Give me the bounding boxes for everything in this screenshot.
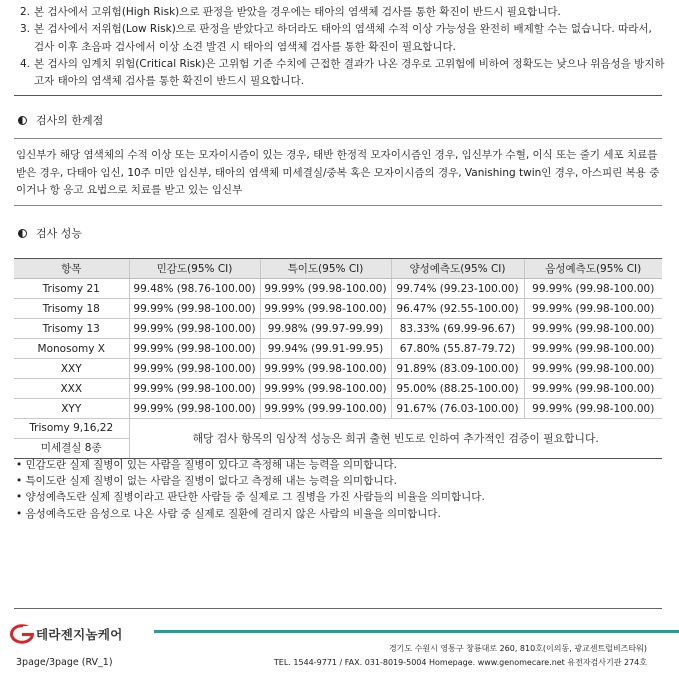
cell-sensitivity: 99.99% (99.98-100.00) xyxy=(129,359,260,379)
cell-specificity: 99.99% (99.99-100.00) xyxy=(260,399,391,419)
performance-title: 검사 성능 xyxy=(36,227,83,240)
special-item-microdeletion: 미세결실 8종 xyxy=(40,442,102,454)
note-number: 3. xyxy=(20,23,31,36)
cell-sensitivity: 99.99% (99.98-100.00) xyxy=(129,319,260,339)
note-item xyxy=(20,21,665,56)
cell-npv: 99.99% (99.98-100.00) xyxy=(524,359,662,379)
table-row xyxy=(14,399,662,419)
list-item: • 양성예측도란 실제 질병이라고 판단한 사람들 중 실제로 그 질병을 가진 사람들의 비율을 의미합니다. xyxy=(16,491,485,504)
definition-text: 민감도란 실제 질병이 있는 사람을 질병이 있다고 측정해 내는 능력을 의미합니다. xyxy=(25,459,397,471)
cell-specificity: 99.99% (99.98-100.00) xyxy=(260,359,391,379)
note-item xyxy=(20,4,665,21)
definition-list xyxy=(16,457,664,522)
cell-specificity: 99.94% (99.91-99.95) xyxy=(260,339,391,359)
col-header-item: 항목 xyxy=(14,259,129,279)
company-name: 테라젠지놈케어 xyxy=(36,627,123,642)
half-circle-icon xyxy=(18,116,27,125)
col-header-ppv: 양성예측도(95% CI) xyxy=(391,259,524,279)
cell-sensitivity: 99.99% (99.98-100.00) xyxy=(129,399,260,419)
section-divider xyxy=(14,205,662,206)
special-note: 해당 검사 항목의 임상적 성능은 희귀 출현 빈도로 인하여 추가적인 검증이 필요합니다. xyxy=(129,419,662,459)
limits-title: 검사의 한계점 xyxy=(36,114,104,127)
cell-item-special xyxy=(14,419,129,459)
cell-item: XXX xyxy=(14,379,129,399)
cell-specificity: 99.99% (99.98-100.00) xyxy=(260,279,391,299)
performance-heading xyxy=(18,225,82,241)
definition-text: 양성예측도란 실제 질병이라고 판단한 사람들 중 실제로 그 질병을 가진 사람들의 비율을 의미합니다. xyxy=(25,491,485,504)
note-item xyxy=(20,56,665,91)
cell-ppv: 91.89% (83.09-100.00) xyxy=(391,359,524,379)
performance-table xyxy=(14,258,662,459)
table-row xyxy=(14,279,662,299)
note-text: 본 검사에서 고위험(High Risk)으로 판정을 받았을 경우에는 태아의 염색체 검사를 통한 확진이 반드시 필요합니다. xyxy=(34,6,561,18)
cell-npv: 99.99% (99.98-100.00) xyxy=(524,399,662,419)
note-text: 본 검사에서 저위험(Low Risk)으로 판정을 받았다고 하더라도 태아의 염색체 수적 이상 가능성을 완전히 배제할 수는 없습니다. 따라서, 검사 이후 초음파 검사에서 이상 소견 발견 시 태아의 염색체 검사를 통한 확진이 필요합니다. xyxy=(34,23,652,53)
notes-list xyxy=(20,4,665,90)
cell-npv: 99.99% (99.98-100.00) xyxy=(524,279,662,299)
cell-item: XXY xyxy=(14,359,129,379)
col-header-specificity: 특이도(95% CI) xyxy=(260,259,391,279)
cell-sensitivity: 99.99% (99.98-100.00) xyxy=(129,339,260,359)
note-number: 2. xyxy=(20,6,31,18)
table-header-row xyxy=(14,259,662,279)
cell-item: XYY xyxy=(14,399,129,419)
company-address-block xyxy=(274,642,647,670)
logo-g-icon xyxy=(10,624,34,644)
limits-heading xyxy=(18,112,103,128)
table-row xyxy=(14,359,662,379)
list-item: • 특이도란 실제 질병이 없는 사람을 질병이 없다고 측정해 내는 능력을 의미합니다. xyxy=(16,475,397,488)
cell-ppv: 95.00% (88.25-100.00) xyxy=(391,379,524,399)
note-text: 본 검사의 임계치 위험(Critical Risk)은 고위험 기준 수치에 근접한 결과가 나온 경우로 고위험에 비하여 정확도는 낮으나 위음성을 방지하고자 태아의 염색체 검사를 통한 확진이 반드시 필요합니다. xyxy=(34,57,665,88)
col-header-sensitivity: 민감도(95% CI) xyxy=(129,259,260,279)
col-header-npv: 음성예측도(95% CI) xyxy=(524,259,662,279)
page-number: 3page/3page (RV_1) xyxy=(16,657,113,668)
table-row xyxy=(14,339,662,359)
cell-npv: 99.99% (99.98-100.00) xyxy=(524,319,662,339)
cell-item: Monosomy X xyxy=(14,339,129,359)
cell-ppv: 96.47% (92.55-100.00) xyxy=(391,299,524,319)
cell-specificity: 99.98% (99.97-99.99) xyxy=(260,319,391,339)
cell-sensitivity: 99.99% (99.98-100.00) xyxy=(129,299,260,319)
cell-sensitivity: 99.99% (99.98-100.00) xyxy=(129,379,260,399)
cell-ppv: 67.80% (55.87-79.72) xyxy=(391,339,524,359)
definition-text: 음성예측도란 음성으로 나온 사람 중 실제로 질환에 걸리지 않은 사람의 비율을 의미합니다. xyxy=(25,507,441,520)
cell-ppv: 91.67% (76.03-100.00) xyxy=(391,399,524,419)
list-item: • 음성예측도란 음성으로 나온 사람 중 실제로 질환에 걸리지 않은 사람의 비율을 의미합니다. xyxy=(16,507,441,520)
table-row xyxy=(14,299,662,319)
limits-text: 임신부가 해당 염색체의 수적 이상 또는 모자이시즘이 있는 경우, 태반 한정적 모자이시즘인 경우, 임신부가 수혈, 이식 또는 줄기 세포 치료를 받은 경우, 다태아 임신, 10주 미만 임신부, 태아의 염색체 미세결실/중복 혹은 모자이시즘의 경우, Vanishing twin인 경우, 아스피린 복용 중이거나 항 응고 요법으로 치료를 받고 있는 임신부 xyxy=(16,149,660,196)
company-contact: TEL. 1544-9771 / FAX. 031-8019-5004 Homepage. www.genomecare.net 유전자검사기관 274호 xyxy=(273,658,647,667)
cell-ppv: 83.33% (69.99-96.67) xyxy=(391,319,524,339)
company-logo xyxy=(10,624,123,644)
table-row xyxy=(14,379,662,399)
cell-ppv: 99.74% (99.23-100.00) xyxy=(391,279,524,299)
cell-item: Trisomy 13 xyxy=(14,319,129,339)
cell-specificity: 99.99% (99.98-100.00) xyxy=(260,299,391,319)
table-row-special xyxy=(14,419,662,459)
accent-bar xyxy=(154,630,679,633)
cell-npv: 99.99% (99.98-100.00) xyxy=(524,339,662,359)
section-divider xyxy=(14,95,662,96)
cell-item: Trisomy 18 xyxy=(14,299,129,319)
cell-npv: 99.99% (99.98-100.00) xyxy=(524,379,662,399)
cell-sensitivity: 99.48% (98.76-100.00) xyxy=(129,279,260,299)
list-item: • 민감도란 실제 질병이 있는 사람을 질병이 있다고 측정해 내는 능력을 의미합니다. xyxy=(16,459,397,471)
footer-divider xyxy=(14,608,662,609)
special-item-trisomy: Trisomy 9,16,22 xyxy=(14,419,129,439)
cell-npv: 99.99% (99.98-100.00) xyxy=(524,299,662,319)
section-divider xyxy=(14,138,662,139)
table-row xyxy=(14,319,662,339)
half-circle-icon xyxy=(18,229,27,238)
definition-text: 특이도란 실제 질병이 없는 사람을 질병이 없다고 측정해 내는 능력을 의미합니다. xyxy=(25,475,397,488)
note-number: 4. xyxy=(20,57,31,70)
cell-specificity: 99.99% (99.98-100.00) xyxy=(260,379,391,399)
company-address: 경기도 수원시 영통구 창룡대로 260, 810호(이의동, 광교센트럴비즈타워) xyxy=(388,644,647,653)
cell-item: Trisomy 21 xyxy=(14,279,129,299)
